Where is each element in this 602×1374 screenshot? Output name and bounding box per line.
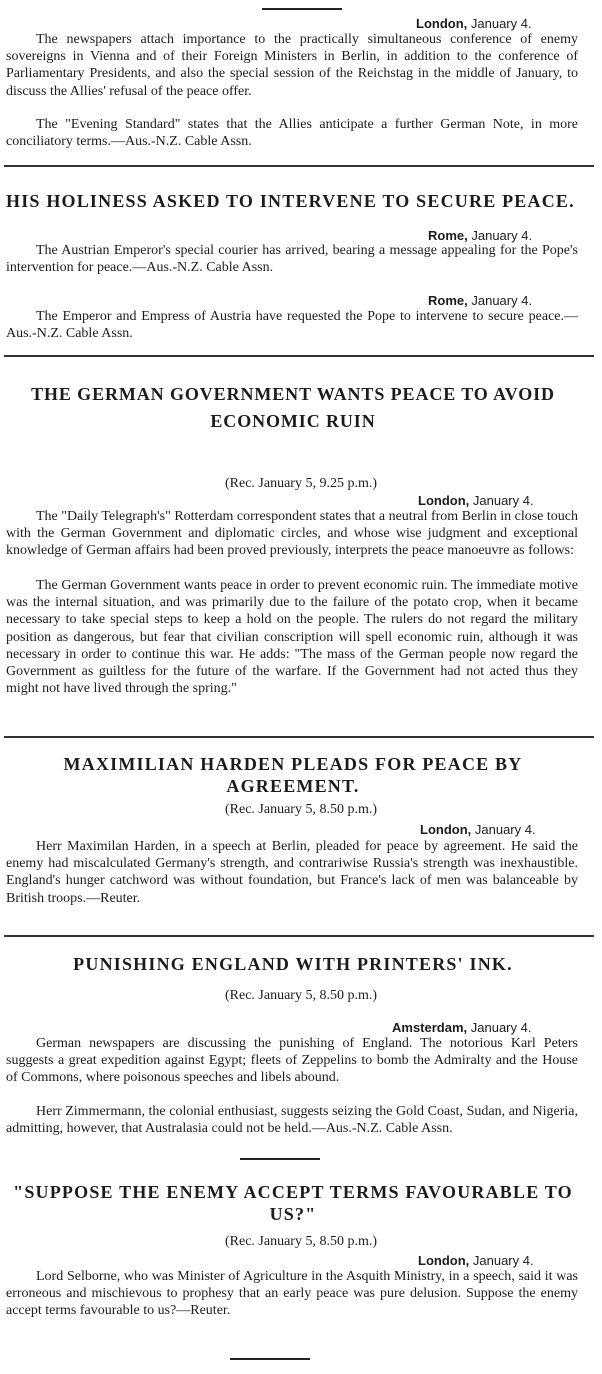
section-divider [4,935,594,937]
dateline-date: January 4. [474,822,536,837]
article-paragraph: The Austrian Emperor's special courier has arrived, bearing a message appealing for the Pope's intervention for peace.—Aus.-N.Z. Cable Assn. [6,243,578,276]
dateline-place: London, [420,822,472,837]
dateline-date: January 4. [470,1020,532,1035]
headline: PUNISHING ENGLAND WITH PRINTERS' INK. [73,954,513,974]
dateline-date: January 4. [471,228,533,243]
dateline-date: January 4. [470,16,532,31]
section-divider [4,355,594,357]
received-time: (Rec. January 5, 9.25 p.m.) [224,476,378,491]
section-divider [4,165,594,167]
received-time: (Rec. January 5, 8.50 p.m.) [224,1234,378,1249]
dateline [392,1020,531,1035]
dateline [428,293,532,308]
article-paragraph: Lord Selborne, who was Minister of Agriculture in the Asquith Ministry, in a speech, said it was erroneous and mischievous to prophesy that an early peace was pure delusion. Suppose the enemy accept terms favourable to us?—Reuter. [6,1269,578,1319]
headline: "SUPPOSE THE ENEMY ACCEPT TERMS FAVOURABLE TO US?" [13,1182,573,1224]
section-divider [240,1158,320,1160]
dateline-place: Amsterdam, [392,1020,468,1035]
headline: HIS HOLINESS ASKED TO INTERVENE TO SECURE PEACE. [6,191,575,211]
dateline [418,493,534,508]
section-divider [4,736,594,738]
dateline-place: Rome, [428,293,468,308]
headline: MAXIMILIAN HARDEN PLEADS FOR PEACE BY AGREEMENT. [63,754,523,796]
dateline-place: Rome, [428,228,468,243]
dateline-date: January 4. [471,293,533,308]
bottom-rule [230,1358,310,1360]
dateline [418,1253,534,1268]
dateline-place: London, [416,16,468,31]
dateline-place: London, [418,1253,470,1268]
headline: THE GERMAN GOVERNMENT WANTS PEACE TO AVOID ECONOMIC RUIN [31,384,555,431]
article-paragraph: The "Evening Standard" states that the Allies anticipate a further German Note, in more conciliatory terms.—Aus.-N.Z. Cable Assn. [6,117,578,150]
dateline [416,16,532,31]
top-rule [262,8,342,10]
article-paragraph: The "Daily Telegraph's" Rotterdam correspondent states that a neutral from Berlin in close touch with the German Government and diplomatic circles, and whose wise judgment and exceptional knowledge of German affairs had been proved previously, interprets the peace manoeuvre as follows: [6,509,578,559]
dateline-date: January 4. [472,493,534,508]
dateline [420,822,536,837]
article-paragraph: The German Government wants peace in order to prevent economic ruin. The immediate motive was the internal situation, and was primarily due to the failure of the potato crop, when it became necessary to take special steps to keep a hold on the people. The rulers do not regard the military position as dangerous, but fear that civilian conscription will spell economic ruin, although it was necessary in order to continue this war. He adds: "The mass of the German people now regard the Government as guiltless for the future of the warfare. If the Government had not acted thus they might not have lived through the spring." [6,578,578,697]
article-paragraph: German newspapers are discussing the punishing of England. The notorious Karl Peters suggests a great expedition against Egypt; fleets of Zeppelins to bomb the Admiralty and the House of Commons, where poisonous speeches and libels abound. [6,1036,578,1086]
article-paragraph: Herr Zimmermann, the colonial enthusiast, suggests seizing the Gold Coast, Sudan, and Nigeria, admitting, however, that Australasia could not be held.—Aus.-N.Z. Cable Assn. [6,1104,578,1137]
received-time: (Rec. January 5, 8.50 p.m.) [224,802,378,817]
dateline-date: January 4. [472,1253,534,1268]
article-paragraph: The Emperor and Empress of Austria have requested the Pope to intervene to secure peace.—Aus.-N.Z. Cable Assn. [6,309,578,342]
article-paragraph: The newspapers attach importance to the practically simultaneous conference of enemy sovereigns in Vienna and of their Foreign Ministers in Berlin, in addition to the conference of Parliamentary Presidents, and also the special session of the Reichstag in the middle of January, to discuss the Allies' refusal of the peace offer. [6,32,578,99]
dateline [428,228,532,243]
received-time: (Rec. January 5, 8.50 p.m.) [224,988,378,1003]
dateline-place: London, [418,493,470,508]
article-paragraph: Herr Maximilan Harden, in a speech at Berlin, pleaded for peace by agreement. He said the enemy had miscalculated Germany's strength, and contrariwise Russia's strength was inexhaustible. England's hunger catchword was without foundation, but France's lack of men was balanceable by British troops.—Reuter. [6,839,578,906]
